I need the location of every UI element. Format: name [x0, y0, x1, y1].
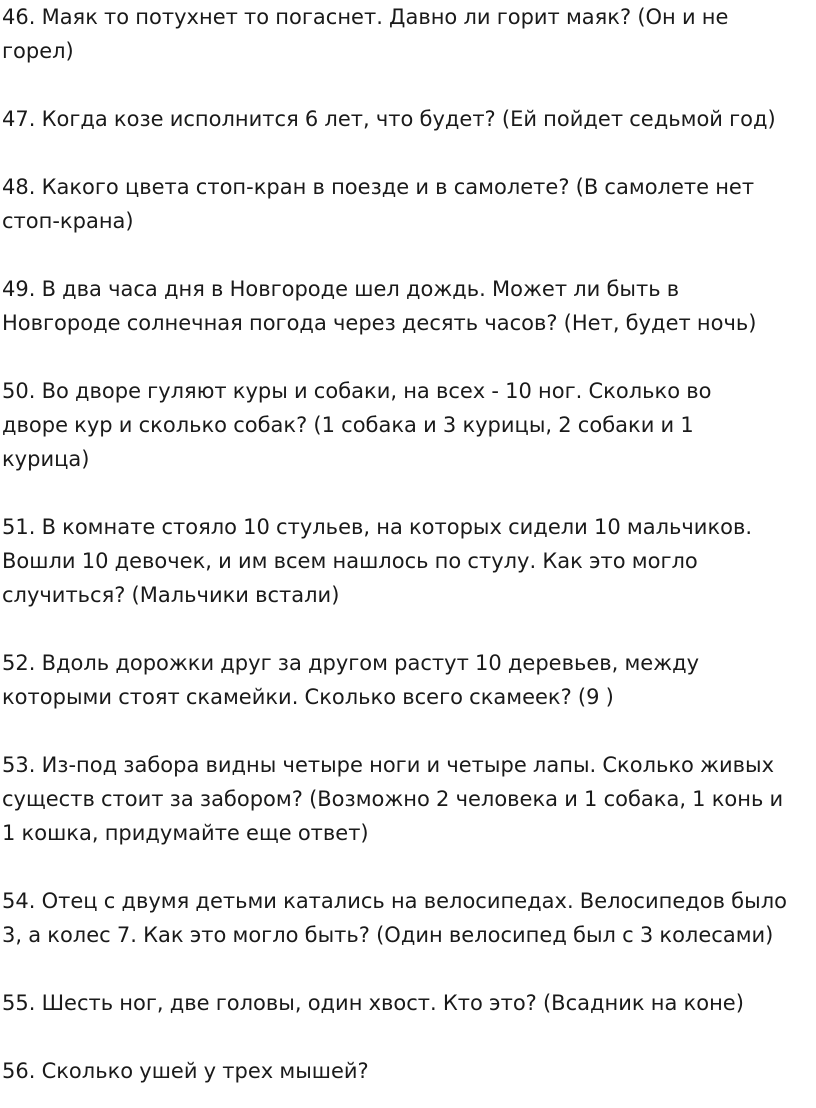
riddle-46: 46. Маяк то потухнет то погаснет. Давно ли горит маяк? (Он и не горел) — [2, 5, 729, 63]
paragraph-gap — [2, 68, 816, 102]
paragraph-gap — [2, 136, 816, 170]
riddle-48: 48. Какого цвета стоп-кран в поезде и в самолете? (В самолете нет стоп-крана) — [2, 175, 755, 233]
riddle-56: 56. Сколько ушей у трех мышей? — [2, 1059, 369, 1083]
paragraph-gap — [2, 612, 816, 646]
riddle-50: 50. Во дворе гуляют куры и собаки, на всех - 10 ног. Сколько во дворе кур и сколько собак? (1 собака и 3 курицы, 2 собаки и 1 курица) — [2, 379, 712, 471]
riddle-54: 54. Отец с двумя детьми катались на велосипедах. Велосипедов было 3, а колес 7. Как это могло быть? (Один велосипед был с 3 колесами) — [2, 889, 787, 947]
paragraph-gap — [2, 1020, 816, 1054]
paragraph-gap — [2, 476, 816, 510]
riddle-49: 49. В два часа дня в Новгороде шел дождь. Может ли быть в Новгороде солнечная погода через десять часов? (Нет, будет ночь) — [2, 277, 757, 335]
paragraph-gap — [2, 238, 816, 272]
riddle-47: 47. Когда козе исполнится 6 лет, что будет? (Ей пойдет седьмой год) — [2, 107, 776, 131]
riddle-51: 51. В комнате стояло 10 стульев, на которых сидели 10 мальчиков. Вошли 10 девочек, и им всем нашлось по стулу. Как это могло случиться? (Мальчики встали) — [2, 515, 753, 607]
paragraph-gap — [2, 714, 816, 748]
paragraph-gap — [2, 952, 816, 986]
riddle-55: 55. Шесть ног, две головы, один хвост. Кто это? (Всадник на коне) — [2, 991, 744, 1015]
paragraph-gap — [2, 340, 816, 374]
riddle-53: 53. Из-под забора видны четыре ноги и четыре лапы. Сколько живых существ стоит за забором? (Возможно 2 человека и 1 собака, 1 конь и 1 кошка, придумайте еще ответ) — [2, 753, 784, 845]
paragraph-gap — [2, 850, 816, 884]
riddle-52: 52. Вдоль дорожки друг за другом растут 10 деревьев, между которыми стоят скамейки. Сколько всего скамеек? (9 ) — [2, 651, 700, 709]
